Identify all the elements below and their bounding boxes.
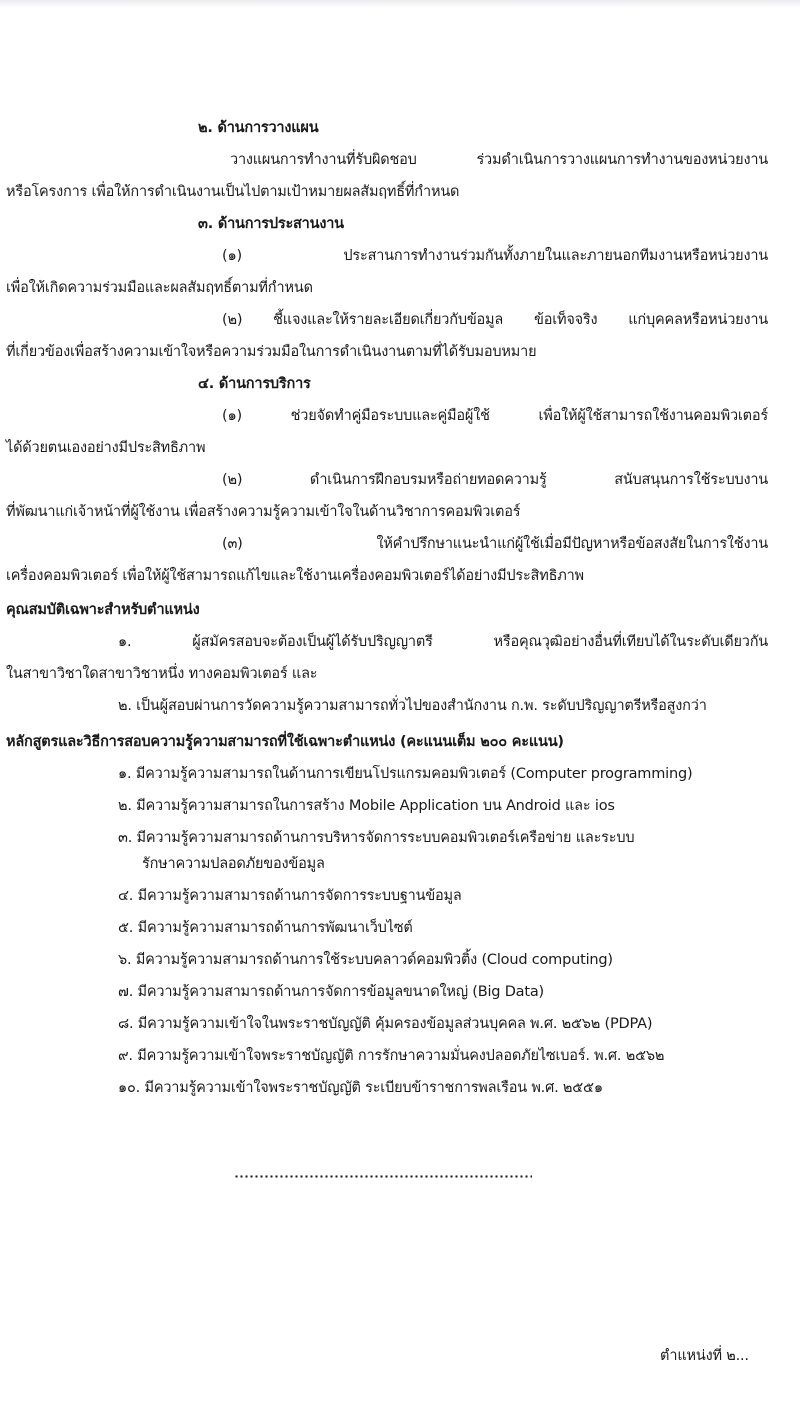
scan-edge <box>0 0 800 8</box>
exam-item-4: ๔. มีความรู้ความสามารถด้านการจัดการระบบฐานข้อมูล <box>118 888 462 904</box>
exam-heading: หลักสูตรและวิธีการสอบความรู้ความสามารถที่ใช้เฉพาะตำแหน่ง (คะแนนเต็ม ๒๐๐ คะแนน) <box>6 734 564 750</box>
qualifications-heading: คุณสมบัติเฉพาะสำหรับตำแหน่ง <box>6 602 200 618</box>
exam-item-10: ๑๐. มีความรู้ความเข้าใจพระราชบัญญัติ ระเบียบข้าราชการพลเรือน พ.ศ. ๒๕๕๑ <box>118 1080 603 1096</box>
section-planning-heading: ๒. ด้านการวางแผน <box>198 120 319 136</box>
qualification-item-1-line-2: ในสาขาวิชาใดสาขาวิชาหนึ่ง ทางคอมพิวเตอร์ และ <box>6 666 318 682</box>
exam-item-5: ๕. มีความรู้ความสามารถด้านการพัฒนาเว็บไซต์ <box>118 920 413 936</box>
coordination-item-1-line-2: เพื่อให้เกิดความร่วมมือและผลสัมฤทธิ์ตามที่กำหนด <box>6 280 313 296</box>
exam-item-1: ๑. มีความรู้ความสามารถในด้านการเขียนโปรแกรมคอมพิวเตอร์ (Computer programming) <box>118 766 693 782</box>
coordination-item-2-line-1: (๒) ชี้แจงและให้รายละเอียดเกี่ยวกับข้อมูล ข้อเท็จจริง แก่บุคคลหรือหน่วยงาน <box>222 312 768 328</box>
exam-item-3-line-2: รักษาความปลอดภัยของข้อมูล <box>142 856 325 872</box>
exam-item-7: ๗. มีความรู้ความสามารถด้านการจัดการข้อมูลขนาดใหญ่ (Big Data) <box>118 984 544 1000</box>
service-item-2-line-1: (๒) ดำเนินการฝึกอบรมหรือถ่ายทอดความรู้ สนับสนุนการใช้ระบบงาน <box>222 472 768 488</box>
section-coordination-heading: ๓. ด้านการประสานงาน <box>198 216 344 232</box>
planning-paragraph-line-1: วางแผนการทำงานที่รับผิดชอบ ร่วมดำเนินการวางแผนการทำงานของหน่วยงาน <box>230 152 768 168</box>
exam-item-6: ๖. มีความรู้ความสามารถด้านการใช้ระบบคลาวด์คอมพิวติ้ง (Cloud computing) <box>118 952 613 968</box>
page-continuation-note: ตำแหน่งที่ ๒... <box>660 1348 749 1364</box>
service-item-1-line-2: ได้ด้วยตนเองอย่างมีประสิทธิภาพ <box>6 440 206 456</box>
exam-item-3-line-1: ๓. มีความรู้ความสามารถด้านการบริหารจัดการระบบคอมพิวเตอร์เครือข่าย และระบบ <box>118 830 635 846</box>
section-service-heading: ๔. ด้านการบริการ <box>198 376 311 392</box>
service-item-2-line-2: ที่พัฒนาแก่เจ้าหน้าที่ผู้ใช้งาน เพื่อสร้างความรู้ความเข้าใจในด้านวิชาการคอมพิวเตอร์ <box>6 504 521 520</box>
dotted-separator <box>234 1175 532 1178</box>
exam-item-8: ๘. มีความรู้ความเข้าใจในพระราชบัญญัติ คุ้มครองข้อมูลส่วนบุคคล พ.ศ. ๒๕๖๒ (PDPA) <box>118 1016 653 1032</box>
service-item-1-line-1: (๑) ช่วยจัดทำคู่มือระบบและคู่มือผู้ใช้ เพื่อให้ผู้ใช้สามารถใช้งานคอมพิวเตอร์ <box>222 408 768 424</box>
planning-paragraph-line-2: หรือโครงการ เพื่อให้การดำเนินงานเป็นไปตามเป้าหมายผลสัมฤทธิ์ที่กำหนด <box>6 184 460 200</box>
exam-item-9: ๙. มีความรู้ความเข้าใจพระราชบัญญัติ การรักษาความมั่นคงปลอดภัยไซเบอร์. พ.ศ. ๒๕๖๒ <box>118 1048 665 1064</box>
coordination-item-2-line-2: ที่เกี่ยวข้องเพื่อสร้างความเข้าใจหรือความร่วมมือในการดำเนินงานตามที่ได้รับมอบหมาย <box>6 344 537 360</box>
coordination-item-1-line-1: (๑) ประสานการทำงานร่วมกันทั้งภายในและภายนอกทีมงานหรือหน่วยงาน <box>222 248 768 264</box>
exam-item-2: ๒. มีความรู้ความสามารถในการสร้าง Mobile Application บน Android และ ios <box>118 798 615 814</box>
qualification-item-2: ๒. เป็นผู้สอบผ่านการวัดความรู้ความสามารถทั่วไปของสำนักงาน ก.พ. ระดับปริญญาตรีหรือสูงกว่า <box>118 698 707 714</box>
service-item-3-line-2: เครื่องคอมพิวเตอร์ เพื่อให้ผู้ใช้สามารถแก้ไขและใช้งานเครื่องคอมพิวเตอร์ได้อย่างมีประสิทธิภาพ <box>6 568 584 584</box>
qualification-item-1-line-1: ๑. ผู้สมัครสอบจะต้องเป็นผู้ได้รับปริญญาตรี หรือคุณวุฒิอย่างอื่นที่เทียบได้ในระดับเดียวกัน <box>118 634 768 650</box>
service-item-3-line-1: (๓) ให้คำปรึกษาแนะนำแก่ผู้ใช้เมื่อมีปัญหาหรือข้อสงสัยในการใช้งาน <box>222 536 768 552</box>
